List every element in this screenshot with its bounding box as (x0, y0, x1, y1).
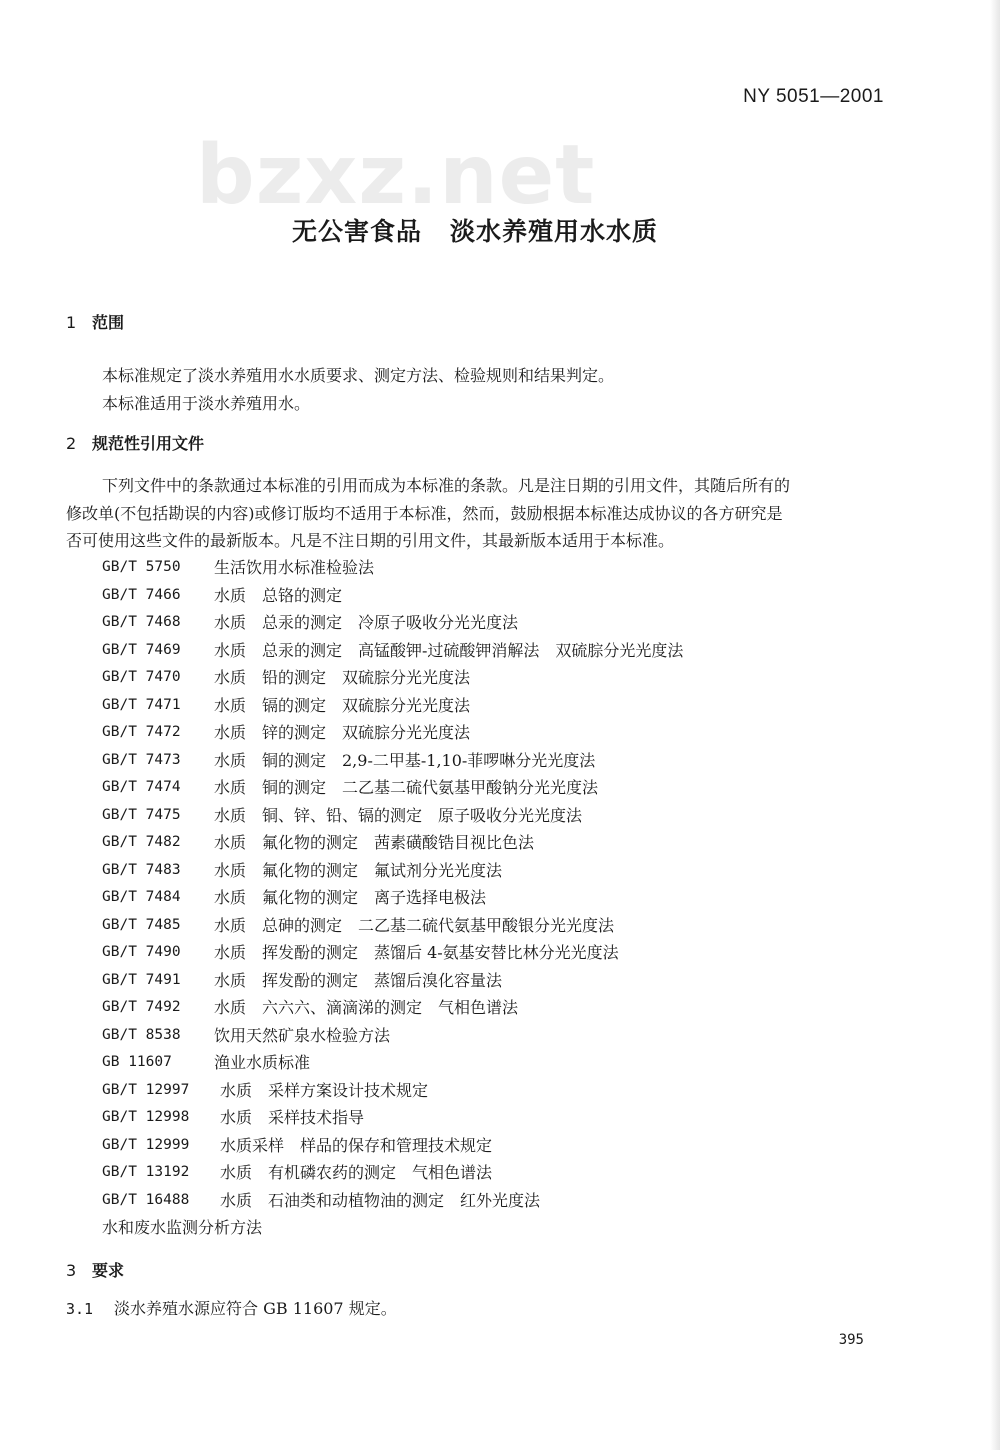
reference-title: 水质 六六六、滴滴涕的测定 气相色谱法 (214, 998, 519, 1017)
reference-item (102, 1049, 683, 1077)
reference-code: GB/T 16488 (102, 1191, 190, 1208)
reference-code: GB/T 13192 (102, 1164, 190, 1180)
reference-code: GB 11607 (102, 1054, 172, 1070)
reference-title: 水质 挥发酚的测定 蒸馏后 4-氨基安替比林分光光度法 (214, 943, 619, 962)
section-number: 2 (66, 434, 77, 453)
reference-code: GB/T 7491 (102, 971, 181, 988)
reference-code: GB/T 7473 (102, 751, 181, 768)
reference-trailing-line (102, 1214, 683, 1242)
reference-code: GB/T 7471 (102, 696, 181, 713)
reference-item (102, 994, 683, 1022)
reference-title: 饮用天然矿泉水检验方法 (214, 1025, 391, 1045)
reference-title: 水质 有机磷农药的测定 气相色谱法 (220, 1163, 493, 1182)
section-1-body (66, 362, 888, 417)
reference-item (102, 692, 683, 720)
reference-title: 渔业水质标准 (214, 1053, 311, 1072)
reference-code: GB/T 7475 (102, 806, 181, 823)
reference-title: 水质 铜的测定 二乙基二硫代氨基甲酸钠分光光度法 (214, 778, 599, 797)
reference-item (102, 1132, 683, 1160)
watermark: bzxz.net (196, 128, 596, 223)
paragraph-line: 修改单(不包括勘误的内容)或修订版均不适用于本标准，然而，鼓励根据本标准达成协议的各方研究是 (66, 503, 783, 523)
page-edge-shadow (990, 0, 1000, 1450)
section-number: 1 (66, 313, 77, 332)
title-part-1: 无公害食品 (291, 217, 422, 246)
reference-item (102, 1077, 683, 1105)
reference-title: 水质 总铬的测定 (214, 585, 343, 605)
reference-list (102, 554, 683, 1242)
reference-code: GB/T 12998 (102, 1109, 190, 1125)
reference-item (102, 1104, 683, 1132)
reference-item (102, 829, 683, 857)
reference-title: 水质 采样技术指导 (220, 1108, 365, 1127)
reference-code: GB/T 7469 (102, 641, 181, 658)
paragraph-line: 否可使用这些文件的最新版本。凡是不注日期的引用文件，其最新版本适用于本标准。 (66, 531, 675, 550)
reference-code: GB/T 7466 (102, 586, 181, 603)
reference-title: 水质 铜、锌、铅、镉的测定 原子吸收分光光度法 (214, 805, 583, 825)
reference-item (102, 1022, 683, 1050)
reference-title: 水质 挥发酚的测定 蒸馏后溴化容量法 (214, 970, 503, 990)
reference-title: 水质 石油类和动植物油的测定 红外光度法 (220, 1190, 541, 1210)
reference-item (102, 664, 683, 692)
section-3-heading (66, 1258, 124, 1281)
reference-title: 水质 镉的测定 双硫腙分光光度法 (214, 695, 471, 715)
section-1-heading (66, 310, 124, 333)
section-title: 规范性引用文件 (92, 434, 205, 453)
reference-title: 水质 锌的测定 双硫腙分光光度法 (214, 723, 471, 742)
reference-item (102, 939, 683, 967)
clause-3-1 (66, 1296, 397, 1319)
reference-item (102, 637, 683, 665)
reference-item (102, 884, 683, 912)
standard-code: NY 5051—2001 (743, 86, 884, 107)
reference-code: GB/T 7470 (102, 669, 181, 685)
reference-item (102, 967, 683, 995)
reference-item (102, 1159, 683, 1187)
reference-item (102, 774, 683, 802)
reference-title: 水质 氟化物的测定 氟试剂分光光度法 (214, 860, 503, 880)
section-2-heading (66, 431, 204, 454)
reference-code: GB/T 7492 (102, 999, 181, 1015)
reference-trailing-text: 水和废水监测分析方法 (102, 1218, 263, 1237)
reference-code: GB/T 12997 (102, 1081, 190, 1098)
reference-item (102, 554, 683, 582)
reference-item (102, 582, 683, 610)
reference-title: 水质 总砷的测定 二乙基二硫代氨基甲酸银分光光度法 (214, 915, 615, 935)
reference-item (102, 857, 683, 885)
paragraph-line: 本标准规定了淡水养殖用水水质要求、测定方法、检验规则和结果判定。 (102, 366, 615, 385)
reference-code: GB/T 5750 (102, 559, 181, 575)
reference-title: 水质 采样方案设计技术规定 (220, 1080, 429, 1100)
reference-item (102, 719, 683, 747)
reference-code: GB/T 7482 (102, 834, 181, 850)
reference-title: 水质 总汞的测定 高锰酸钾-过硫酸钾消解法 双硫腙分光光度法 (214, 640, 684, 660)
reference-code: GB/T 7468 (102, 614, 181, 630)
page-number: 395 (838, 1332, 864, 1348)
section-title: 要求 (92, 1261, 125, 1280)
reference-code: GB/T 7485 (102, 916, 181, 933)
reference-title: 水质 氟化物的测定 离子选择电极法 (214, 888, 487, 907)
reference-code: GB/T 12999 (102, 1136, 190, 1153)
reference-code: GB/T 7472 (102, 724, 181, 740)
reference-item (102, 912, 683, 940)
section-2-intro (66, 472, 888, 555)
reference-code: GB/T 7474 (102, 779, 181, 795)
section-title: 范围 (92, 313, 125, 332)
reference-title: 水质 氟化物的测定 茜素磺酸锆目视比色法 (214, 833, 535, 852)
title-part-2: 淡水养殖用水水质 (450, 217, 659, 246)
reference-code: GB/T 8538 (102, 1026, 181, 1043)
reference-title: 水质 总汞的测定 冷原子吸收分光光度法 (214, 613, 519, 632)
paragraph-line: 本标准适用于淡水养殖用水。 (102, 393, 311, 413)
reference-title: 水质采样 样品的保存和管理技术规定 (220, 1135, 493, 1155)
reference-title: 水质 铅的测定 双硫腙分光光度法 (214, 668, 471, 687)
paragraph-line: 下列文件中的条款通过本标准的引用而成为本标准的条款。凡是注日期的引用文件，其随后所有的 (102, 476, 791, 495)
reference-item (102, 1187, 683, 1215)
reference-code: GB/T 7490 (102, 944, 181, 960)
clause-number: 3.1 (66, 1300, 94, 1318)
reference-code: GB/T 7483 (102, 861, 181, 878)
reference-title: 生活饮用水标准检验法 (214, 558, 375, 577)
reference-code: GB/T 7484 (102, 889, 181, 905)
reference-item (102, 747, 683, 775)
reference-title: 水质 铜的测定 2,9-二甲基-1,10-菲啰啉分光光度法 (214, 750, 596, 770)
document-title (0, 212, 950, 248)
clause-text: 淡水养殖水源应符合 GB 11607 规定。 (114, 1299, 397, 1318)
reference-item (102, 802, 683, 830)
reference-item (102, 609, 683, 637)
section-number: 3 (66, 1261, 77, 1280)
